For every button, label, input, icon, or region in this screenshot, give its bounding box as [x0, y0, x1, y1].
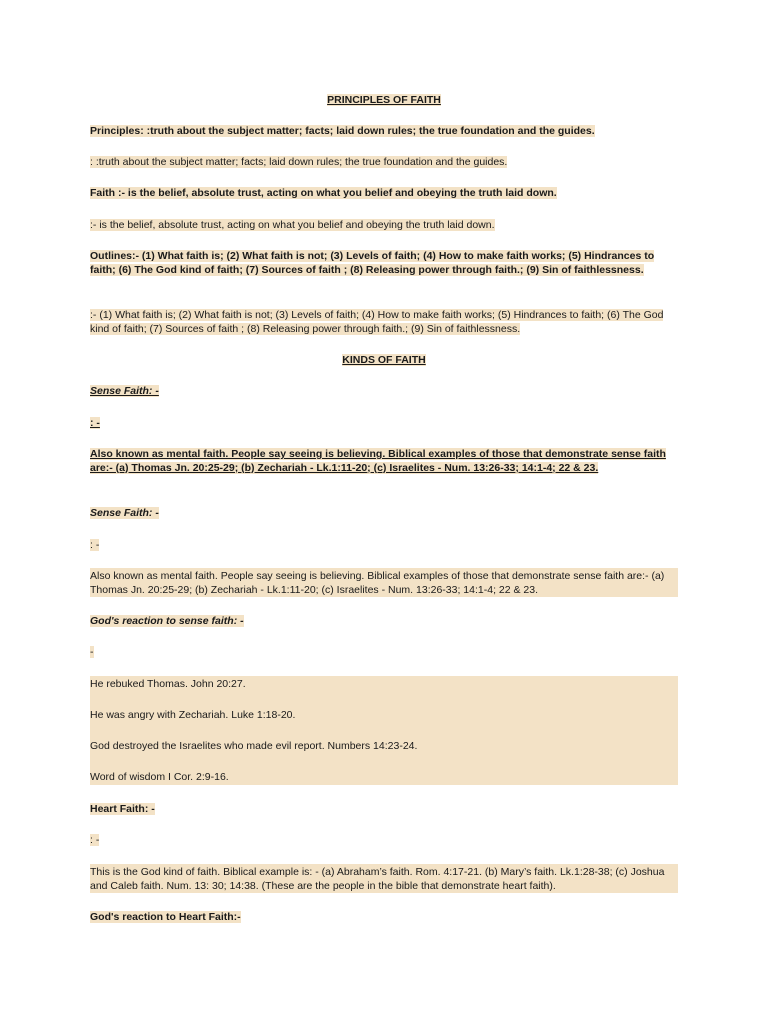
gods-reaction-sense-heading-text: God's reaction to sense faith: - [90, 615, 244, 627]
sense-faith-heading-1-text: Sense Faith: - [90, 385, 159, 397]
faith-bold-paragraph [90, 187, 678, 201]
colon-dash-2 [90, 539, 99, 553]
sense-faith-heading-2 [90, 507, 159, 521]
outlines-bold-paragraph [90, 250, 678, 277]
reactions-list [90, 676, 678, 785]
sense-faith-plain-text: Also known as mental faith. People say seeing is believing. Biblical examples of those that demonstrate sense faith are:- (a) Thomas Jn. 20:25-29; (b) Zechariah - Lk.1:11-20; (c) Israelites - Num. 13:26-33; 14:1-4; 22 & 23. [90, 570, 665, 596]
outlines-bold-text: Outlines:- (1) What faith is; (2) What faith is not; (3) Levels of faith; (4) How to make faith works; (5) Hindrances to faith; (6) The God kind of faith; (7) Sources of faith ; (8) Releasing power through faith.; (9) Sin of faithlessness. [90, 250, 655, 276]
sense-faith-heading-2-text: Sense Faith: - [90, 507, 159, 519]
heart-faith-heading [90, 803, 155, 817]
gods-reaction-sense-heading [90, 615, 244, 629]
colon-dash-1 [90, 417, 100, 431]
sense-faith-heading-1 [90, 385, 159, 399]
principles-plain-paragraph [90, 156, 678, 170]
colon-dash-1-text: : - [90, 417, 100, 429]
reaction-item: God destroyed the Israelites who made evil report. Numbers 14:23-24. [90, 740, 418, 752]
kinds-of-faith-title-text: KINDS OF FAITH [342, 354, 426, 366]
dash-text: - [90, 646, 94, 658]
dash-line [90, 646, 94, 660]
heart-faith-block [90, 864, 678, 893]
reaction-item: He was angry with Zechariah. Luke 1:18-20. [90, 709, 296, 721]
gods-reaction-heart-heading [90, 911, 241, 925]
kinds-of-faith-title [90, 354, 678, 368]
page-title-text: PRINCIPLES OF FAITH [327, 94, 441, 106]
outlines-plain-text: :- (1) What faith is; (2) What faith is not; (3) Levels of faith; (4) How to make faith works; (5) Hindrances to faith; (6) The God kind of faith; (7) Sources of faith ; (8) Releasing power through faith.; (9) Sin of faithlessness. [90, 309, 664, 335]
sense-faith-bold-text: Also known as mental faith. People say seeing is believing. Biblical examples of those that demonstrate sense faith are:- (a) Thomas Jn. 20:25-29; (b) Zechariah - Lk.1:11-20; (c) Israelites - Num. 13:26-33; 14:1-4; 22 & 23. [90, 448, 666, 474]
heart-faith-text: This is the God kind of faith. Biblical example is: - (a) Abraham’s faith. Rom. 4:17-21. (b) Mary’s faith. Lk.1:28-38; (c) Joshua and Caleb faith. Num. 13: 30; 14:38. (These are the people in the bible that demonstrate heart faith). [90, 866, 665, 892]
principles-bold-text: Principles: :truth about the subject matter; facts; laid down rules; the true foundation and the guides. [90, 125, 595, 137]
sense-faith-bold-paragraph [90, 448, 678, 475]
principles-plain-text: : :truth about the subject matter; facts; laid down rules; the true foundation and the guides. [90, 156, 508, 168]
reaction-item: He rebuked Thomas. John 20:27. [90, 678, 246, 690]
faith-plain-text: :- is the belief, absolute trust, acting on what you belief and obeying the truth laid down. [90, 219, 495, 231]
principles-bold-paragraph [90, 125, 678, 139]
page-title [90, 94, 678, 108]
gods-reaction-heart-heading-text: God's reaction to Heart Faith:- [90, 911, 241, 923]
outlines-plain-paragraph [90, 309, 678, 336]
reaction-item: Word of wisdom I Cor. 2:9-16. [90, 771, 229, 783]
colon-dash-2-text: : - [90, 539, 100, 551]
heart-faith-heading-text: Heart Faith: - [90, 803, 155, 815]
faith-bold-text: Faith :- is the belief, absolute trust, acting on what you belief and obeying the truth laid down. [90, 187, 557, 199]
faith-plain-paragraph [90, 219, 678, 233]
colon-dash-3 [90, 834, 99, 848]
colon-dash-3-text: : - [90, 834, 100, 846]
sense-faith-plain-block [90, 568, 678, 597]
